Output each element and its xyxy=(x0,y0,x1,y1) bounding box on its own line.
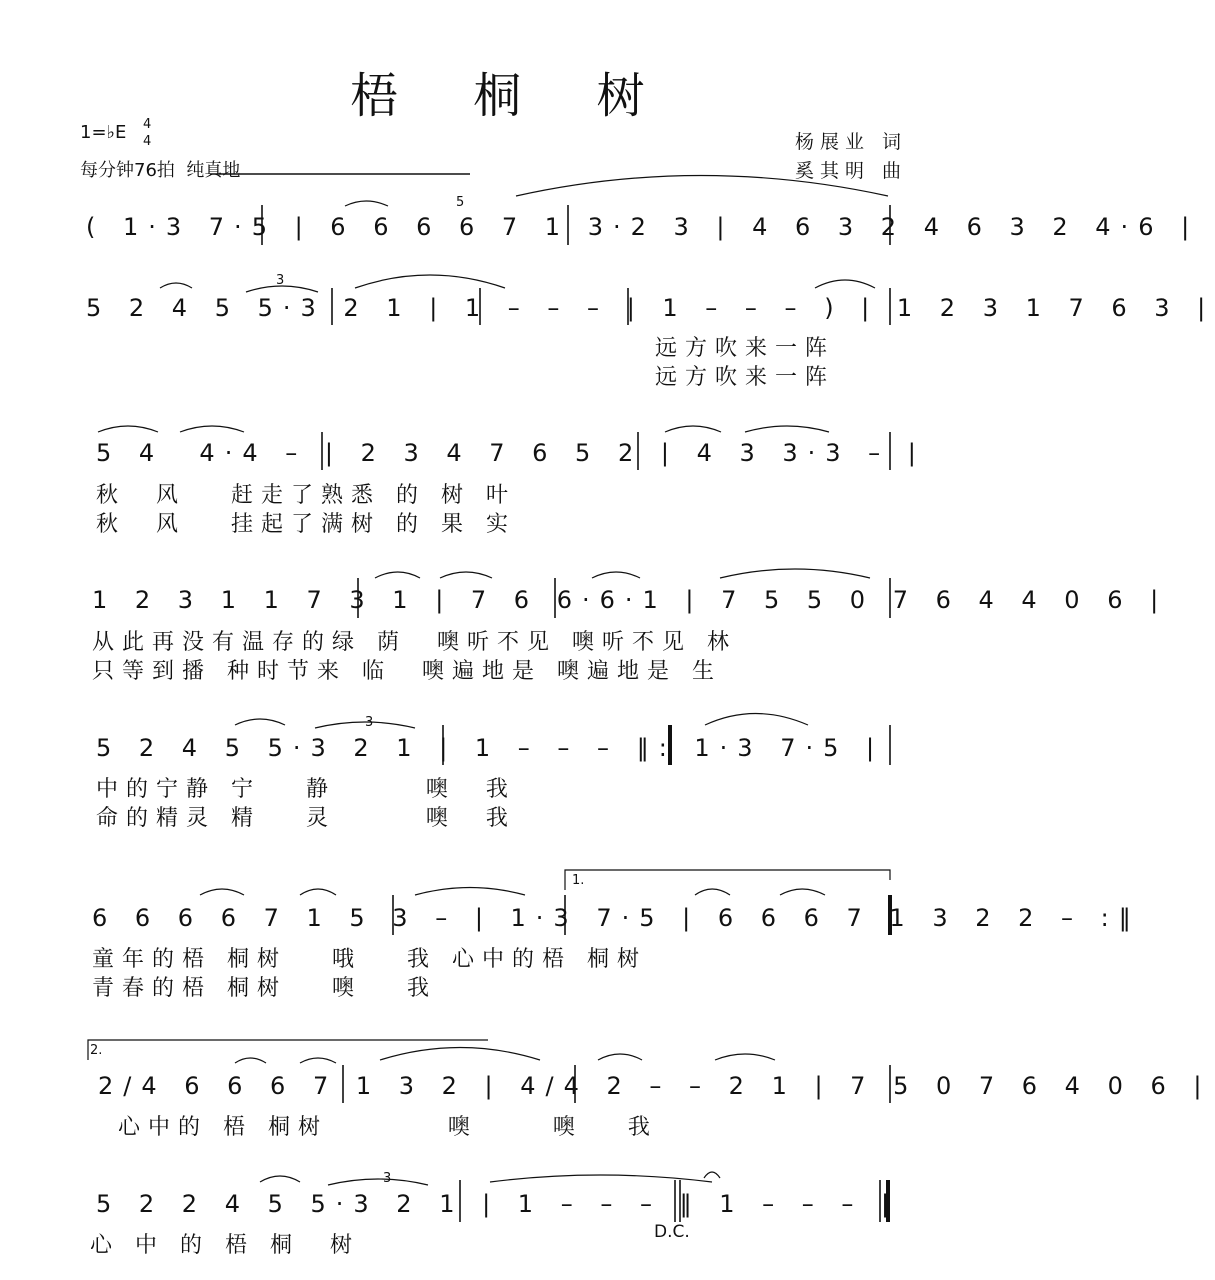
lyrics-row-6-verse-2: 青春的梧 桐树 噢 我 xyxy=(92,976,437,1001)
notation-row-7: 2/4 6 6 6 7 1 3 2 | 4/4 2 – – 2 1 | 7 5 0 7 6 4 0 6 | xyxy=(98,1072,1212,1100)
lyrics-row-4-verse-1: 从此再没有温存的绿 荫 噢听不见 噢听不见 林 xyxy=(92,630,737,655)
notation-row-5: 5 2 4 5 5·3 2 1 | 1 – – – ‖: 1·3 7·5 | xyxy=(96,734,885,762)
slur xyxy=(235,1058,266,1063)
slur xyxy=(815,280,875,288)
tempo-marking: 每分钟76拍 纯真地 xyxy=(80,160,241,181)
notation-row-3: 5 4 4·4 – | 2 3 4 7 6 5 2 | 4 3 3·3 – | xyxy=(96,439,926,467)
triplet-mark: 3 xyxy=(383,1171,392,1186)
notation-row-8: 5 2 2 4 5 5·3 2 1 | 1 – – – ‖ 1 – – – ‖ xyxy=(96,1190,903,1218)
slur xyxy=(246,286,318,292)
page-title: 梧 桐 树 xyxy=(350,68,675,124)
lyrics-row-4-verse-2: 只等到播 种时节来 临 噢遍地是 噢遍地是 生 xyxy=(92,659,722,684)
triplet-mark: 3 xyxy=(276,273,285,288)
lyrics-row-5-verse-1: 中的宁静 宁 静 噢 我 xyxy=(96,777,516,802)
lyrics-row-3-verse-2: 秋 风 挂起了满树 的 果 实 xyxy=(96,512,516,537)
slur xyxy=(516,176,888,197)
slur xyxy=(720,569,870,578)
slur xyxy=(300,1058,336,1063)
slur xyxy=(380,1048,540,1061)
notation-row-6: 6 6 6 6 7 1 5 3 – | 1·3 7·5 | 6 6 6 7 1 3 2 2 – :‖ xyxy=(92,904,1141,932)
notation-row-1: ( 1·3 7·5 | 6 6 6 6 7 1 3·2 3 | 4 6 3 2 4 6 3 2 4·6 | xyxy=(86,213,1200,241)
slur xyxy=(328,1179,428,1185)
slur xyxy=(592,572,640,578)
slur xyxy=(665,426,721,432)
slur xyxy=(490,1175,712,1182)
grace-note: 5 xyxy=(456,195,465,210)
slur xyxy=(780,889,825,895)
composer-credit: 奚其明 曲 xyxy=(795,160,908,182)
notation-row-2: 5 2 4 5 5·3 2 1 | 1 – – – | 1 – – – ) | 1 2 3 1 7 6 3 | xyxy=(86,294,1215,322)
volta-1-bracket xyxy=(565,870,890,890)
slur xyxy=(160,283,192,288)
lyrics-row-6-verse-1: 童年的梧 桐树 哦 我 心中的梧 桐树 xyxy=(92,947,647,972)
triplet-mark: 3 xyxy=(365,715,374,730)
fermata-icon xyxy=(704,1172,720,1178)
dc-marking: D.C. xyxy=(654,1222,690,1242)
slur xyxy=(235,719,285,725)
slur xyxy=(695,889,730,895)
slur xyxy=(745,426,829,432)
lyricist-credit: 杨展业 词 xyxy=(795,131,908,153)
slur xyxy=(705,714,808,726)
slur xyxy=(345,201,388,206)
lyrics-row-7-verse-1: 心中的 梧 桐树 噢 噢 我 xyxy=(118,1115,658,1140)
lyrics-row-3-verse-1: 秋 风 赶走了熟悉 的 树 叶 xyxy=(96,483,516,508)
slur xyxy=(440,572,492,578)
lyrics-row-8-verse-1: 心 中 的 梧 桐 树 xyxy=(90,1233,360,1258)
slur xyxy=(315,722,415,728)
lyrics-row-5-verse-2: 命的精灵 精 灵 噢 我 xyxy=(96,806,516,831)
notation-row-4: 1 2 3 1 1 7 3 1 | 7 6 6·6·1 | 7 5 5 0 7 6 4 4 0 6 | xyxy=(92,586,1169,614)
slur xyxy=(355,275,505,288)
slur xyxy=(300,889,336,895)
slur xyxy=(98,426,158,432)
slur xyxy=(200,889,244,895)
slur xyxy=(715,1054,775,1060)
time-signature-top: 4 xyxy=(143,117,152,132)
slur xyxy=(375,572,420,578)
volta-2-label: 2. xyxy=(90,1043,103,1058)
slur xyxy=(260,1176,300,1182)
volta-1-label: 1. xyxy=(572,873,585,888)
lyrics-row-2-verse-2: 远方吹来一阵 xyxy=(655,365,836,390)
lyrics-row-2-verse-1: 远方吹来一阵 xyxy=(655,336,836,361)
slur xyxy=(598,1054,642,1060)
key-signature: 1=♭E xyxy=(80,122,127,143)
slur xyxy=(415,888,525,896)
time-signature-bottom: 4 xyxy=(143,134,152,149)
slur xyxy=(180,426,244,432)
